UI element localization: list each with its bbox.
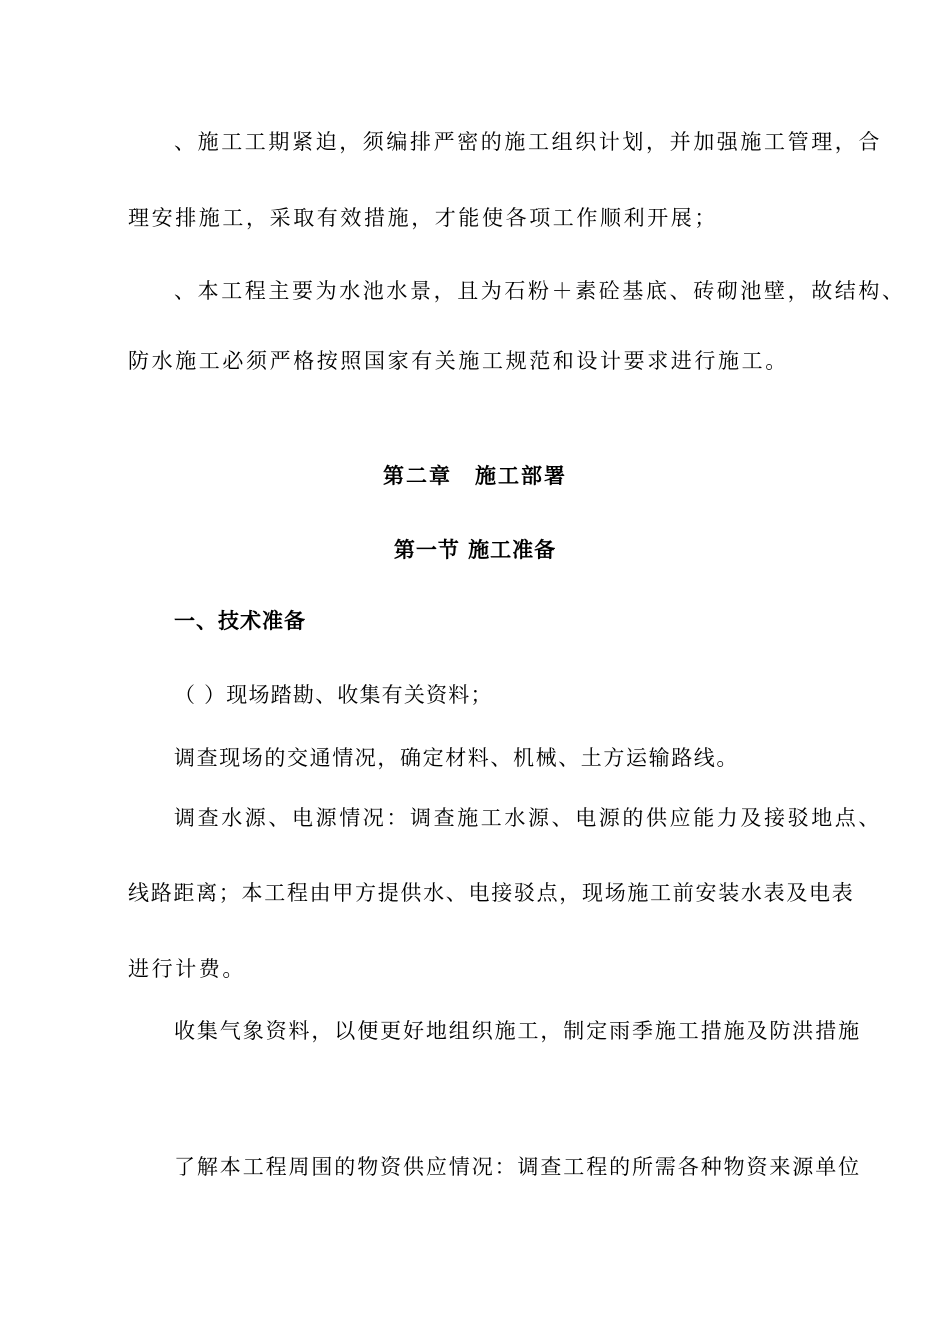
list-item: 进行计费。: [128, 957, 246, 981]
paragraph-line: 理安排施工，采取有效措施，才能使各项工作顺利开展；: [128, 206, 718, 230]
list-item: 调查现场的交通情况，确定材料、机械、土方运输路线。: [174, 746, 739, 770]
paragraph-line: 、本工程主要为水池水景，且为石粉＋素砼基底、砖砌池壁，故结构、: [174, 279, 906, 303]
list-item: 调查水源、电源情况：调查施工水源、电源的供应能力及接驳地点、: [174, 806, 882, 830]
list-item: （ ）现场踏勘、收集有关资料；: [174, 683, 493, 707]
section-title: 第一节 施工准备: [393, 537, 557, 562]
list-item: 线路距离；本工程由甲方提供水、电接驳点，现场施工前安装水表及电表: [128, 881, 855, 905]
paragraph-line: 防水施工必须严格按照国家有关施工规范和设计要求进行施工。: [128, 349, 789, 373]
paragraph-line: 、施工工期紧迫，须编排严密的施工组织计划，并加强施工管理，合: [174, 130, 882, 154]
chapter-title: 第二章 施工部署: [383, 463, 567, 488]
list-item: 了解本工程周围的物资供应情况：调查工程的所需各种物资来源单位: [174, 1155, 861, 1179]
subsection-title: 一、技术准备: [174, 608, 306, 633]
list-item: 收集气象资料，以便更好地组织施工，制定雨季施工措施及防洪措施: [174, 1019, 861, 1043]
